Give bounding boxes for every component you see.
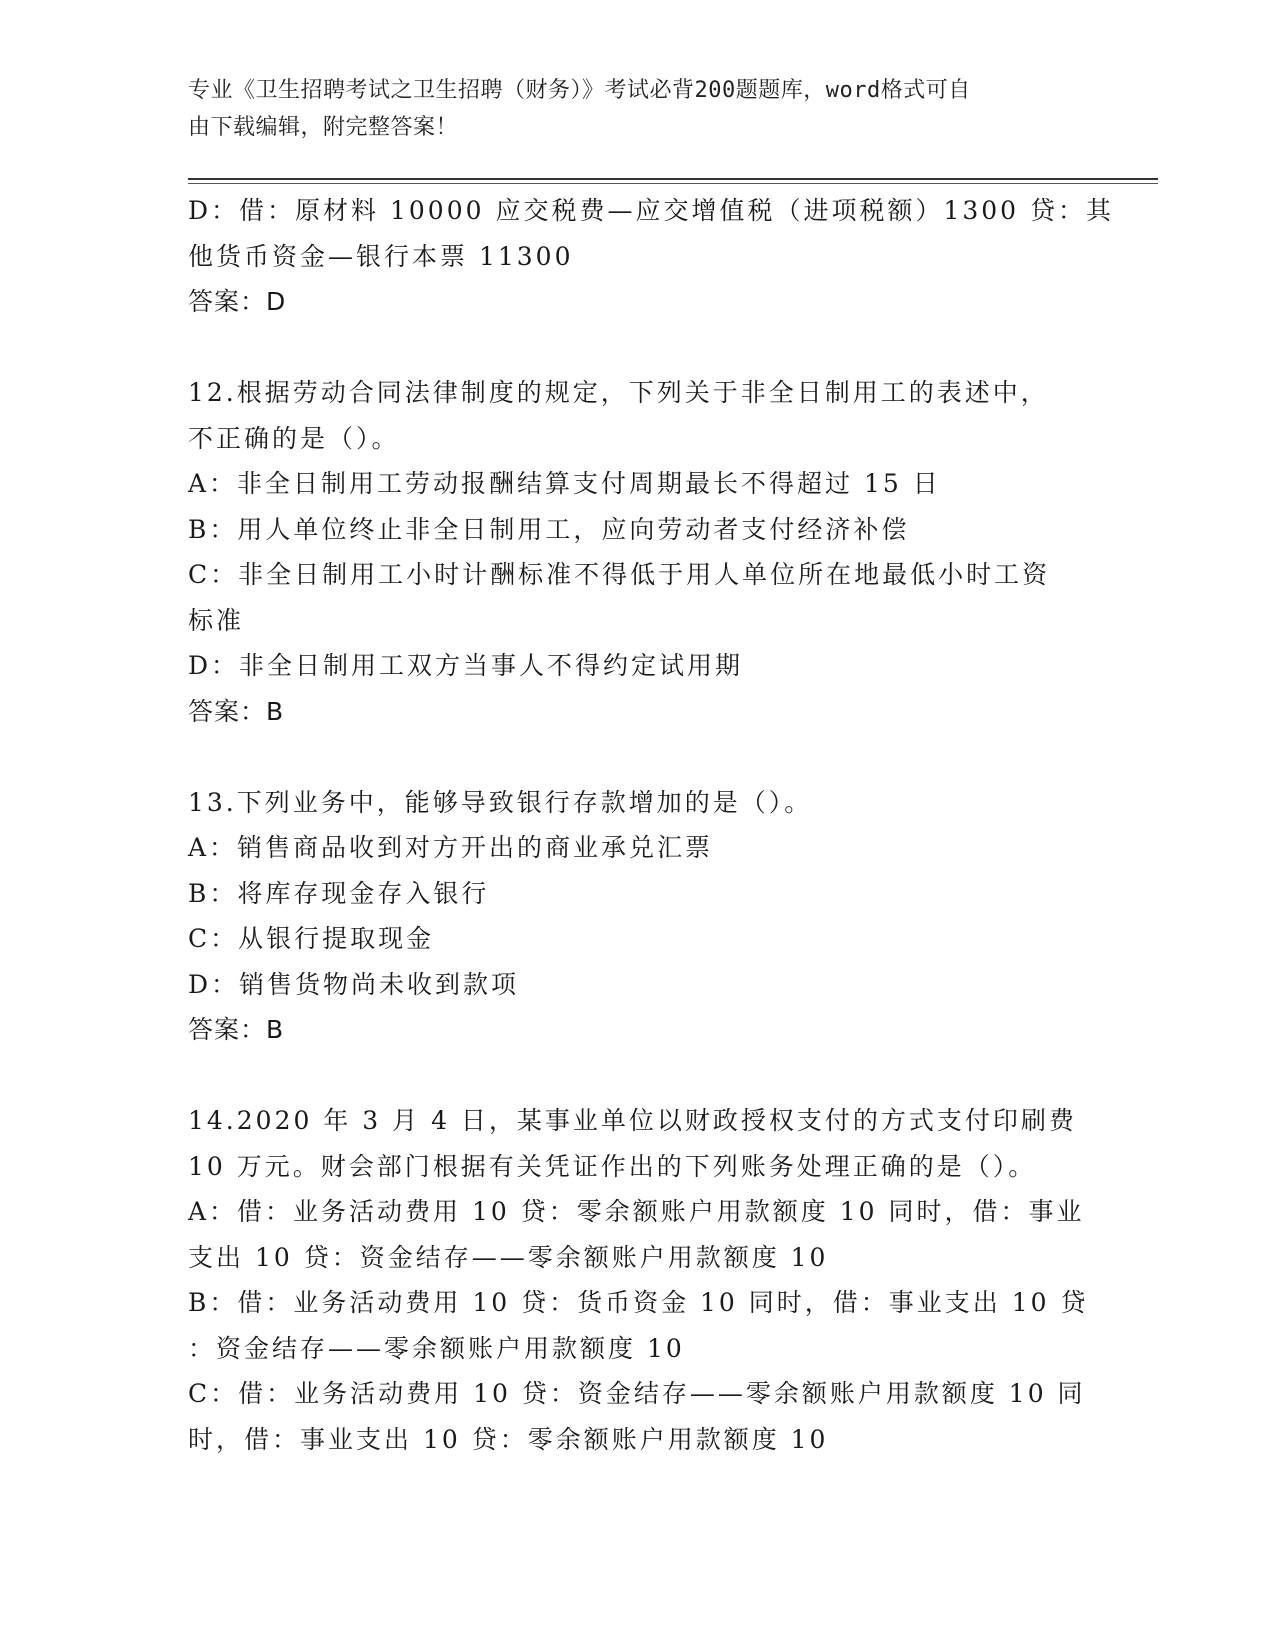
question-stem-line-1: 14.2020 年 3 月 4 日，某事业单位以财政授权支付的方式支付印刷费 bbox=[188, 1106, 1077, 1135]
option-a-line-1: A：借：业务活动费用 10 贷：零余额账户用款额度 10 同时，借：事业 bbox=[188, 1197, 1085, 1226]
question-content bbox=[188, 188, 1115, 1462]
option-b-line-2: ：资金结存——零余额账户用款额度 10 bbox=[188, 1333, 685, 1363]
header-divider-thick bbox=[188, 178, 1158, 180]
option-d-line-1: D：借：原材料 10000 应交税费—应交增值税（进项税额）1300 贷：其 bbox=[188, 196, 1115, 225]
option-d: D：销售货物尚未收到款项 bbox=[188, 969, 520, 999]
page-header bbox=[188, 72, 1068, 146]
question-13 bbox=[188, 780, 1088, 1053]
option-c-line-1: C：非全日制用工小时计酬标准不得低于用人单位所在地最低小时工资 bbox=[188, 560, 1051, 589]
option-c: C：从银行提取现金 bbox=[188, 924, 435, 953]
question-stem: 13.下列业务中，能够导致银行存款增加的是（）。 bbox=[188, 787, 813, 817]
option-a: A：销售商品收到对方开出的商业承兑汇票 bbox=[188, 833, 714, 862]
option-c-line-2: 时，借：事业支出 10 贷：零余额账户用款额度 10 bbox=[188, 1424, 829, 1454]
header-divider-thin bbox=[188, 183, 1158, 184]
answer-label: 答案：D bbox=[188, 287, 287, 316]
spacer bbox=[188, 325, 1088, 371]
option-c-line-1: C：借：业务活动费用 10 贷：资金结存——零余额账户用款额度 10 同 bbox=[188, 1379, 1086, 1408]
option-c-line-2: 标准 bbox=[188, 605, 245, 635]
question-stem-line-2: 10 万元。财会部门根据有关凭证作出的下列账务处理正确的是（）。 bbox=[188, 1151, 1037, 1181]
option-a-line-2: 支出 10 贷：资金结存——零余额账户用款额度 10 bbox=[188, 1242, 829, 1272]
header-line-1: 专业《卫生招聘考试之卫生招聘（财务）》考试必背200题题库，word格式可自 bbox=[188, 78, 971, 103]
header-line-2: 由下载编辑，附完整答案！ bbox=[188, 115, 459, 140]
question-11-fragment bbox=[188, 188, 1115, 325]
spacer bbox=[188, 1053, 1088, 1099]
question-14 bbox=[188, 1098, 1088, 1462]
option-d-line-2: 他货币资金—银行本票 11300 bbox=[188, 241, 574, 271]
spacer bbox=[188, 734, 1088, 780]
question-stem-line-1: 12.根据劳动合同法律制度的规定，下列关于非全日制用工的表述中， bbox=[188, 378, 1049, 407]
option-b-line-1: B：借：业务活动费用 10 贷：货币资金 10 同时，借：事业支出 10 贷 bbox=[188, 1288, 1089, 1317]
question-stem-line-2: 不正确的是（）。 bbox=[188, 423, 400, 453]
option-d: D：非全日制用工双方当事人不得约定试用期 bbox=[188, 651, 744, 680]
answer-label: 答案：B bbox=[188, 1015, 285, 1044]
option-a: A：非全日制用工劳动报酬结算支付周期最长不得超过 15 日 bbox=[188, 469, 941, 498]
answer-label: 答案：B bbox=[188, 696, 285, 726]
option-b: B：将库存现金存入银行 bbox=[188, 878, 490, 908]
question-12 bbox=[188, 370, 1088, 734]
option-b: B：用人单位终止非全日制用工，应向劳动者支付经济补偿 bbox=[188, 514, 910, 544]
